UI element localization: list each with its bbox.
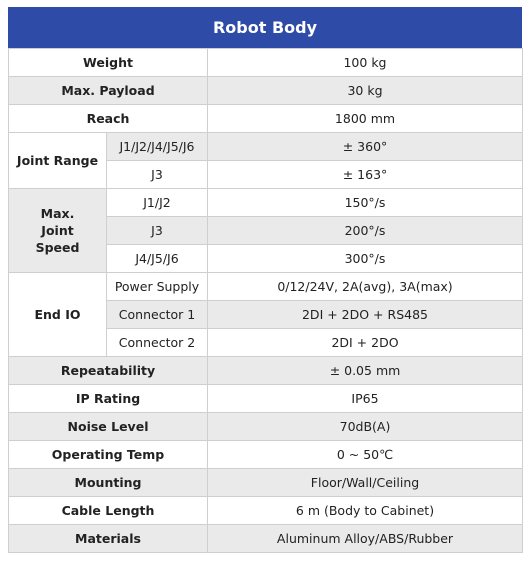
row-value: 6 m (Body to Cabinet) xyxy=(208,497,523,525)
row-value: 2DI + 2DO xyxy=(208,329,523,357)
table-row-joint-speed-1 xyxy=(9,189,523,217)
row-value: ± 0.05 mm xyxy=(208,357,523,385)
table-row-mounting xyxy=(9,469,523,497)
row-label: IP Rating xyxy=(9,385,208,413)
row-sublabel: J3 xyxy=(107,161,208,189)
table-row-ip-rating xyxy=(9,385,523,413)
row-label xyxy=(9,189,107,273)
row-sublabel: Connector 2 xyxy=(107,329,208,357)
table-row-materials xyxy=(9,525,523,553)
row-label: Joint Range xyxy=(9,133,107,189)
row-value: 200°/s xyxy=(208,217,523,245)
table-row-temp xyxy=(9,441,523,469)
table-row-weight xyxy=(9,49,523,77)
table-row-joint-range-1 xyxy=(9,133,523,161)
row-value: Floor/Wall/Ceiling xyxy=(208,469,523,497)
row-label: Mounting xyxy=(9,469,208,497)
table-row-reach xyxy=(9,105,523,133)
table-title: Robot Body xyxy=(8,7,522,48)
row-value: Aluminum Alloy/ABS/Rubber xyxy=(208,525,523,553)
row-label: Materials xyxy=(9,525,208,553)
row-label: Noise Level xyxy=(9,413,208,441)
row-value: 150°/s xyxy=(208,189,523,217)
table-row-cable xyxy=(9,497,523,525)
row-label-text: Max. Joint Speed xyxy=(35,206,80,255)
row-value: 1800 mm xyxy=(208,105,523,133)
table-row-noise xyxy=(9,413,523,441)
row-value: 300°/s xyxy=(208,245,523,273)
table-row-end-io-1 xyxy=(9,273,523,301)
row-value: ± 163° xyxy=(208,161,523,189)
spec-table xyxy=(8,48,523,553)
row-value: 100 kg xyxy=(208,49,523,77)
row-sublabel: J4/J5/J6 xyxy=(107,245,208,273)
row-label: Weight xyxy=(9,49,208,77)
row-sublabel: J3 xyxy=(107,217,208,245)
row-label: Operating Temp xyxy=(9,441,208,469)
spec-table-container xyxy=(8,7,522,553)
row-value: 70dB(A) xyxy=(208,413,523,441)
table-row-payload xyxy=(9,77,523,105)
row-sublabel: Power Supply xyxy=(107,273,208,301)
row-sublabel: Connector 1 xyxy=(107,301,208,329)
row-label: End IO xyxy=(9,273,107,357)
row-label: Cable Length xyxy=(9,497,208,525)
row-sublabel: J1/J2 xyxy=(107,189,208,217)
table-row-repeatability xyxy=(9,357,523,385)
row-value: 2DI + 2DO + RS485 xyxy=(208,301,523,329)
row-value: IP65 xyxy=(208,385,523,413)
row-value: ± 360° xyxy=(208,133,523,161)
row-label: Repeatability xyxy=(9,357,208,385)
row-sublabel: J1/J2/J4/J5/J6 xyxy=(107,133,208,161)
row-label: Reach xyxy=(9,105,208,133)
row-value: 30 kg xyxy=(208,77,523,105)
row-label: Max. Payload xyxy=(9,77,208,105)
row-value: 0/12/24V, 2A(avg), 3A(max) xyxy=(208,273,523,301)
row-value: 0 ~ 50℃ xyxy=(208,441,523,469)
